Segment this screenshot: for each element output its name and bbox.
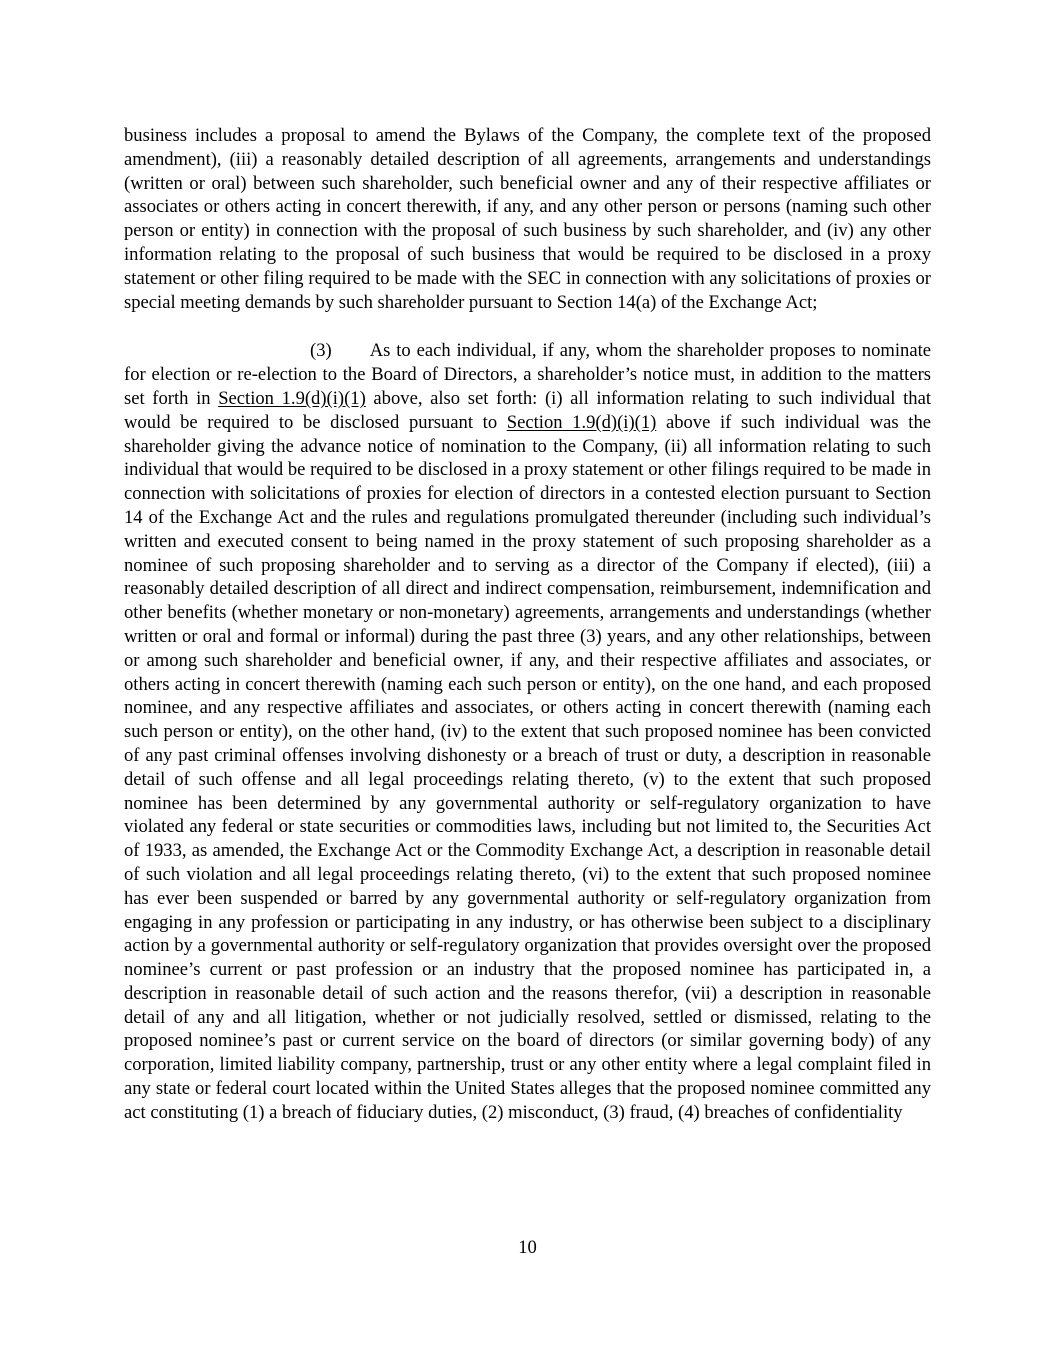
paragraph-number: (3) — [310, 340, 332, 362]
section-reference-2: Section 1.9(d)(i)(1) — [506, 411, 657, 433]
paragraph-text-b: above, also set forth: (i) all information relating to such individual that would be required to be disclosed pursuant to — [124, 387, 931, 433]
paragraph-continuation — [124, 124, 931, 314]
document-page — [124, 124, 931, 1125]
paragraph-text-c: above if such individual was the shareholder giving the advance notice of nomination to the Company, (ii) all information relating to such individual that would be required to be disclosed in a proxy statement or other filings required to be made in connection with solicitations of proxies for election of directors in a contested election pursuant to Section 14 of the Exchange Act and the rules and regulations promulgated thereunder (including such individual’s written and executed consent to being named in the proxy statement of such proposing shareholder as a nominee of such proposing shareholder and to serving as a director of the Company if elected), (iii) a reasonably detailed description of all direct and indirect compensation, reimbursement, indemnification and other benefits (whether monetary or non-monetary) agreements, arrangements and understandings (whether written or oral and formal or informal) during the past three (3) years, and any other relationships, between or among such shareholder and beneficial owner, if any, and their respective affiliates and associates, or others acting in concert therewith (naming each such person or entity), on the one hand, and each proposed nominee, and any respective affiliates and associates, or others acting in concert therewith (naming each such person or entity), on the other hand, (iv) to the extent that such proposed nominee has been convicted of any past criminal offenses involving dishonesty or a breach of trust or duty, a description in reasonable detail of such offense and all legal proceedings relating thereto, (v) to the extent that such proposed nominee has been determined by any governmental authority or self-regulatory organization to have violated any federal or state securities or commodities laws, including but not limited to, the Securities Act of 1933, as amended, the Exchange Act or the Commodity Exchange Act, a description in reasonable detail of such violation and all legal proceedings relating thereto, (vi) to the extent that such proposed nominee has ever been suspended or barred by any governmental authority or self-regulatory organization from engaging in any profession or participating in any industry, or has otherwise been subject to a disciplinary action by a governmental authority or self-regulatory organization that provides oversight over the proposed nominee’s current or past profession or an industry that the proposed nominee has participated in, a description in reasonable detail of such action and the reasons therefor, (vii) a description in reasonable detail of any and all litigation, whether or not judicially resolved, settled or dismissed, relating to the proposed nominee’s past or current service on the board of directors (or similar governing body) of any corporation, limited liability company, partnership, trust or any other entity where a legal complaint filed in any state or federal court located within the United States alleges that the proposed nominee committed any act constituting (1) a breach of fiduciary duties, (2) misconduct, (3) fraud, (4) breaches of confidentiality — [124, 411, 931, 1123]
page-number: 10 — [518, 1237, 537, 1258]
paragraph-nominee-information — [124, 339, 931, 1124]
section-reference-1: Section 1.9(d)(i)(1) — [218, 387, 366, 409]
paragraph-text-a: As to each individual, if any, whom the shareholder proposes to nominate for election or re-election to the Board of Directors, a shareholder’s notice must, in addition to the matters set forth in — [124, 340, 931, 409]
paragraph-continuation-text: business includes a proposal to amend the Bylaws of the Company, the complete text of the proposed amendment), (iii) a reasonably detailed description of all agreements, arrangements and understandings (written or oral) between such shareholder, such beneficial owner and any of their respective affiliates or associates or others acting in concert therewith, if any, and any other person or persons (naming such other person or entity) in connection with the proposal of such business by such shareholder, and (iv) any other information relating to the proposal of such business that would be required to be disclosed in a proxy statement or other filing required to be made with the SEC in connection with any solicitations of proxies or special meeting demands by such shareholder pursuant to Section 14(a) of the Exchange Act; — [124, 125, 931, 313]
